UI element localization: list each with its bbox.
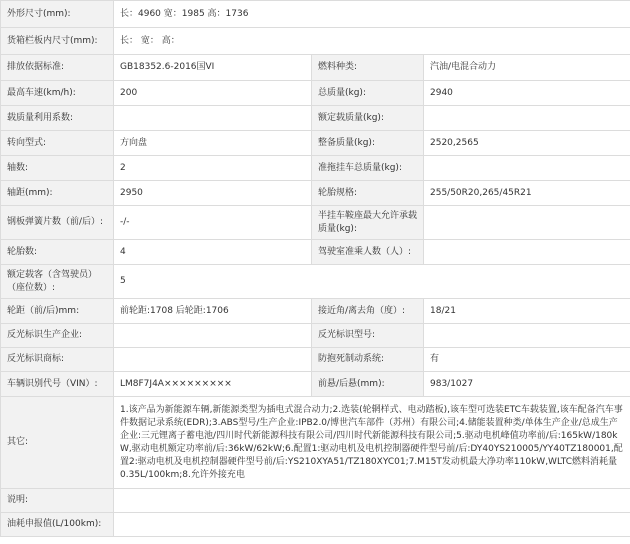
- tire-spec-value: 255/50R20,265/45R21: [424, 181, 630, 206]
- cab-capacity-value: [424, 240, 630, 265]
- reflector-maker-value: [114, 324, 312, 348]
- trailer-mass-label: 准拖挂车总质量(kg):: [312, 156, 424, 181]
- cargo-box-size-value: 长： 宽： 高：: [114, 28, 630, 55]
- track-width-label: 轮距（前/后)mm:: [1, 299, 114, 324]
- table-row: [1, 206, 630, 240]
- notes-label: 说明:: [1, 489, 114, 513]
- notes-value: [114, 489, 630, 513]
- cab-capacity-label: 驾驶室准乘人数（人）:: [312, 240, 424, 265]
- rated-load-value: [424, 106, 630, 131]
- wheelbase-value: 2950: [114, 181, 312, 206]
- table-row: [1, 55, 630, 81]
- cargo-box-size-label: 货箱栏板内尺寸(mm):: [1, 28, 114, 55]
- gross-mass-value: 2940: [424, 81, 630, 106]
- table-row: [1, 265, 630, 299]
- overhang-label: 前悬/后悬(mm):: [312, 372, 424, 397]
- table-row: [1, 348, 630, 372]
- table-row: [1, 106, 630, 131]
- leaf-spring-value: -/-: [114, 206, 312, 240]
- table-row: [1, 28, 630, 55]
- abs-label: 防抱死制动系统:: [312, 348, 424, 372]
- abs-value: 有: [424, 348, 630, 372]
- axle-count-value: 2: [114, 156, 312, 181]
- leaf-spring-label: 钢板弹簧片数（前/后）:: [1, 206, 114, 240]
- table-row: [1, 131, 630, 156]
- table-row: [1, 397, 630, 489]
- load-utilization-value: [114, 106, 312, 131]
- max-speed-label: 最高车速(km/h):: [1, 81, 114, 106]
- table-row: [1, 1, 630, 28]
- tire-count-label: 轮胎数:: [1, 240, 114, 265]
- reflector-maker-label: 反光标识生产企业:: [1, 324, 114, 348]
- fuel-consumption-label: 油耗申报值(L/100km):: [1, 513, 114, 537]
- tire-count-value: 4: [114, 240, 312, 265]
- reflector-brand-label: 反光标识商标:: [1, 348, 114, 372]
- steering-type-value: 方向盘: [114, 131, 312, 156]
- max-speed-value: 200: [114, 81, 312, 106]
- trailer-mass-value: [424, 156, 630, 181]
- fuel-type-value: 汽油/电混合动力: [424, 55, 630, 81]
- track-width-value: 前轮距:1708 后轮距:1706: [114, 299, 312, 324]
- table-row: [1, 156, 630, 181]
- vin-value: LM8F7J4A×××××××××: [114, 372, 312, 397]
- axle-count-label: 轴数:: [1, 156, 114, 181]
- load-utilization-label: 载质量利用系数:: [1, 106, 114, 131]
- fuel-consumption-value: [114, 513, 630, 537]
- emission-standard-label: 排放依据标准:: [1, 55, 114, 81]
- dimensions-value: 长：4960 宽：1985 高：1736: [114, 1, 630, 28]
- steering-type-label: 转向型式:: [1, 131, 114, 156]
- gross-mass-label: 总质量(kg):: [312, 81, 424, 106]
- curb-weight-value: 2520,2565: [424, 131, 630, 156]
- other-label: 其它:: [1, 397, 114, 489]
- seating-label: 额定载客（含驾驶员）（座位数）:: [1, 265, 114, 299]
- approach-departure-value: 18/21: [424, 299, 630, 324]
- reflector-model-label: 反光标识型号:: [312, 324, 424, 348]
- saddle-load-label: 半挂车鞍座最大允许承载质量(kg):: [312, 206, 424, 240]
- table-row: [1, 372, 630, 397]
- table-row: [1, 181, 630, 206]
- overhang-value: 983/1027: [424, 372, 630, 397]
- reflector-brand-value: [114, 348, 312, 372]
- table-row: [1, 81, 630, 106]
- wheelbase-label: 轴距(mm):: [1, 181, 114, 206]
- tire-spec-label: 轮胎规格:: [312, 181, 424, 206]
- table-row: [1, 324, 630, 348]
- reflector-model-value: [424, 324, 630, 348]
- table-row: [1, 240, 630, 265]
- approach-departure-label: 接近角/离去角（度）:: [312, 299, 424, 324]
- curb-weight-label: 整备质量(kg):: [312, 131, 424, 156]
- vin-label: 车辆识别代号（VIN）:: [1, 372, 114, 397]
- seating-value: 5: [114, 265, 630, 299]
- table-row: [1, 513, 630, 537]
- table-row: [1, 299, 630, 324]
- table-row: [1, 489, 630, 513]
- dimensions-label: 外形尺寸(mm):: [1, 1, 114, 28]
- saddle-load-value: [424, 206, 630, 240]
- rated-load-label: 额定载质量(kg):: [312, 106, 424, 131]
- emission-standard-value: GB18352.6-2016国VI: [114, 55, 312, 81]
- other-value: 1.该产品为新能源车辆,新能源类型为插电式混合动力;2.选装(轮辋样式、电动踏板),该车型可选装ETC车载装置,该车配备汽车事件数据记录系统(EDR);3.ABS型号/生产企业:IPB2.0/博世汽车部件（苏州）有限公司;4.储能装置种类/单体生产企业/总成生产企业:三元锂离子蓄电池/四川时代新能源科技有限公司/四川时代新能源科技有限公司;5.驱动电机峰值功率前/后:165kW/180kW,驱动电机额定功率前/后:36kW/62kW;6.配置1:驱动电机及电机控制器硬件型号前/后:DY40YS210005/YY40TZ180001,配置2:驱动电机及电机控制器硬件型号前/后:YS210XYA51/TZ180XYC01;7.M15T发动机最大净功率110kW,WLTC燃料消耗量0.35L/100km;8.允许外接充电: [114, 397, 630, 489]
- fuel-type-label: 燃料种类:: [312, 55, 424, 81]
